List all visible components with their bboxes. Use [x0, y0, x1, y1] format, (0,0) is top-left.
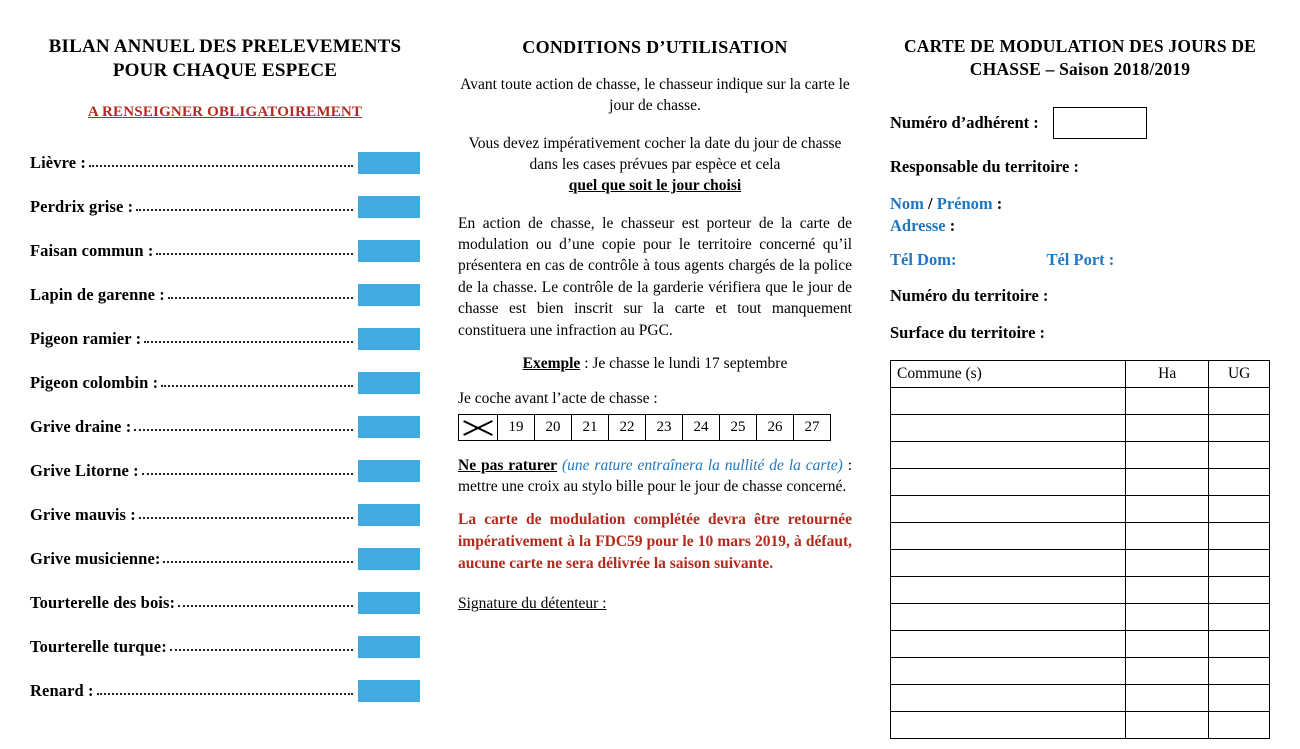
paragraph-indication: Avant toute action de chasse, le chasseur indique sur la carte le jour de chasse. [460, 75, 850, 115]
nom-label: Nom [890, 193, 924, 213]
dot-leader [170, 637, 353, 651]
numero-territoire-label: Numéro du territoire : [890, 285, 1049, 305]
telephone-row [890, 250, 1270, 270]
species-label: Perdrix grise : [30, 196, 134, 216]
commune-cell-ug[interactable] [1209, 495, 1270, 522]
commune-cell-ug[interactable] [1209, 522, 1270, 549]
paragraph-ne-pas-raturer [458, 455, 852, 498]
species-label: Grive Litorne : [30, 460, 139, 480]
commune-cell-ug[interactable] [1209, 603, 1270, 630]
warn-italic: (une rature entraînera la nullité de la carte) [561, 456, 843, 474]
commune-header-ha: Ha [1125, 360, 1208, 387]
commune-cell-name[interactable] [891, 522, 1126, 549]
commune-cell-ug[interactable] [1209, 684, 1270, 711]
species-label: Pigeon colombin : [30, 372, 159, 392]
paragraph-cocher-emphasis: quel que soit le jour choisi [568, 177, 742, 195]
table-row [891, 684, 1270, 711]
table-row [891, 657, 1270, 684]
commune-cell-ha[interactable] [1125, 711, 1208, 738]
commune-cell-ha[interactable] [1125, 522, 1208, 549]
cross-mark-icon [462, 417, 494, 438]
column2-title: CONDITIONS D’UTILISATION [522, 37, 788, 57]
date-cell[interactable]: 21 [572, 414, 609, 440]
commune-cell-name[interactable] [891, 657, 1126, 684]
commune-cell-ug[interactable] [1209, 711, 1270, 738]
date-cell[interactable]: 27 [794, 414, 831, 440]
species-value-box[interactable] [358, 460, 420, 482]
dot-leader [136, 197, 353, 211]
adresse-colon: : [945, 215, 956, 235]
commune-cell-ha[interactable] [1125, 549, 1208, 576]
table-row [891, 630, 1270, 657]
commune-cell-name[interactable] [891, 495, 1126, 522]
species-row [30, 185, 420, 229]
commune-cell-ha[interactable] [1125, 603, 1208, 630]
column1-title: BILAN ANNUEL DES PRELEVEMENTS POUR CHAQUE ESPECE [48, 36, 402, 82]
signature-label: Signature du détenteur : [458, 595, 607, 613]
species-value-box[interactable] [358, 636, 420, 658]
surface-territoire-label: Surface du territoire : [890, 322, 1046, 342]
paragraph-cocher-text: Vous devez impérativement cocher la date du jour de chasse dans les cases prévues par espèce et cela [468, 134, 842, 173]
nom-prenom-row [890, 194, 1270, 214]
table-row [891, 522, 1270, 549]
species-label: Tourterelle des bois: [30, 592, 176, 612]
dot-leader [178, 593, 353, 607]
adresse-row [890, 216, 1270, 236]
column-bilan-annuel [0, 0, 440, 749]
commune-cell-name[interactable] [891, 603, 1126, 630]
commune-header-ug: UG [1209, 360, 1270, 387]
date-cell[interactable]: 22 [609, 414, 646, 440]
species-row [30, 273, 420, 317]
species-value-box[interactable] [358, 240, 420, 262]
tel-port-label: Tél Port : [1046, 249, 1115, 269]
table-row [891, 603, 1270, 630]
commune-cell-ug[interactable] [1209, 549, 1270, 576]
table-row [891, 468, 1270, 495]
species-row [30, 625, 420, 669]
paragraph-action-chasse: En action de chasse, le chasseur est porteur de la carte de modulation ou d’une copie pour le territoire concerné qu’il présentera en cas de contrôle à tous agents chargés de la police de la chasse. Le contrôle de la garderie vérifiera que le jour de chasse est bien inscrit sur la carte et tout manquement constituera une infraction au PGC. [458, 214, 852, 339]
commune-cell-ha[interactable] [1125, 684, 1208, 711]
commune-cell-ha[interactable] [1125, 441, 1208, 468]
date-cell[interactable]: 20 [535, 414, 572, 440]
species-row [30, 537, 420, 581]
adherent-label: Numéro d’adhérent : [890, 112, 1039, 132]
species-label: Tourterelle turque: [30, 636, 167, 656]
table-row [891, 549, 1270, 576]
date-cell-crossed[interactable] [459, 414, 498, 440]
species-label: Lapin de garenne : [30, 284, 165, 304]
commune-cell-name[interactable] [891, 684, 1126, 711]
paragraph-cocher [458, 133, 852, 197]
example-label: Exemple [522, 354, 581, 372]
commune-cell-name[interactable] [891, 441, 1126, 468]
dates-table [458, 414, 831, 441]
species-value-box[interactable] [358, 196, 420, 218]
species-value-box[interactable] [358, 284, 420, 306]
commune-cell-ha[interactable] [1125, 414, 1208, 441]
commune-cell-name[interactable] [891, 630, 1126, 657]
commune-header-name: Commune (s) [891, 360, 1126, 387]
species-value-box[interactable] [358, 372, 420, 394]
commune-cell-name[interactable] [891, 414, 1126, 441]
commune-cell-ug[interactable] [1209, 468, 1270, 495]
species-label: Faisan commun : [30, 240, 154, 260]
species-label: Lièvre : [30, 152, 86, 172]
commune-cell-ha[interactable] [1125, 630, 1208, 657]
species-label: Grive draine : [30, 416, 132, 436]
commune-cell-name[interactable] [891, 468, 1126, 495]
species-value-box[interactable] [358, 152, 420, 174]
commune-cell-ug[interactable] [1209, 414, 1270, 441]
table-row [891, 387, 1270, 414]
coche-instruction: Je coche avant l’acte de chasse : [458, 390, 658, 408]
warn-rest: : mettre une croix au stylo bille pour le jour de chasse concerné. [458, 456, 853, 496]
table-row [891, 711, 1270, 738]
commune-table [890, 360, 1270, 739]
warn-title: Ne pas raturer [458, 456, 558, 474]
adherent-input[interactable] [1053, 107, 1147, 139]
species-label: Pigeon ramier : [30, 328, 142, 348]
dot-leader [139, 505, 353, 519]
species-label: Grive mauvis : [30, 504, 136, 524]
commune-cell-ug[interactable] [1209, 657, 1270, 684]
species-list [30, 141, 420, 713]
prenom-label: Prénom [936, 193, 993, 213]
species-value-box[interactable] [358, 592, 420, 614]
table-row [891, 576, 1270, 603]
commune-cell-name[interactable] [891, 549, 1126, 576]
date-cell[interactable]: 19 [498, 414, 535, 440]
commune-cell-ha[interactable] [1125, 495, 1208, 522]
species-row [30, 449, 420, 493]
commune-cell-ug[interactable] [1209, 441, 1270, 468]
example-line [458, 353, 852, 374]
table-row [891, 495, 1270, 522]
species-row [30, 141, 420, 185]
commune-cell-name[interactable] [891, 711, 1126, 738]
species-value-box[interactable] [358, 680, 420, 702]
adherent-row [890, 107, 1270, 139]
commune-table-header-row [891, 360, 1270, 387]
dot-leader [156, 241, 353, 255]
paragraph-retour-obligatoire: La carte de modulation complétée devra être retournée impérativement à la FDC59 pour le 10 mars 2019, à défaut, aucune carte ne sera délivrée la saison suivante. [458, 511, 852, 573]
date-cell[interactable]: 23 [646, 414, 683, 440]
commune-cell-ha[interactable] [1125, 657, 1208, 684]
dates-row [459, 414, 831, 440]
commune-cell-ug[interactable] [1209, 630, 1270, 657]
commune-cell-ha[interactable] [1125, 468, 1208, 495]
date-cell[interactable]: 24 [683, 414, 720, 440]
column-carte-modulation [870, 0, 1300, 749]
nom-colon: : [992, 193, 1003, 213]
dot-leader [134, 417, 353, 431]
species-label: Renard : [30, 680, 94, 700]
commune-cell-ug[interactable] [1209, 576, 1270, 603]
responsable-label: Responsable du territoire : [890, 156, 1079, 176]
species-row [30, 493, 420, 537]
date-cell[interactable]: 26 [757, 414, 794, 440]
dot-leader [142, 461, 353, 475]
column-conditions-utilisation [440, 0, 870, 749]
species-row [30, 229, 420, 273]
species-value-box[interactable] [358, 416, 420, 438]
dot-leader [97, 681, 353, 695]
species-row [30, 361, 420, 405]
dot-leader [163, 549, 353, 563]
dot-leader [168, 285, 353, 299]
species-row [30, 317, 420, 361]
species-value-box[interactable] [358, 504, 420, 526]
nom-separator: / [923, 193, 937, 213]
dot-leader [89, 153, 353, 167]
table-row [891, 441, 1270, 468]
dot-leader [144, 329, 353, 343]
example-text: : Je chasse le lundi 17 septembre [584, 354, 788, 372]
species-value-box[interactable] [358, 548, 420, 570]
commune-cell-ha[interactable] [1125, 576, 1208, 603]
column1-subtitle: A RENSEIGNER OBLIGATOIREMENT [87, 103, 363, 120]
commune-cell-name[interactable] [891, 576, 1126, 603]
commune-cell-name[interactable] [891, 387, 1126, 414]
tel-dom-label: Tél Dom: [890, 249, 957, 269]
table-row [891, 414, 1270, 441]
dot-leader [161, 373, 353, 387]
adresse-label: Adresse [890, 215, 946, 235]
species-row [30, 405, 420, 449]
species-value-box[interactable] [358, 328, 420, 350]
species-row [30, 669, 420, 713]
commune-cell-ug[interactable] [1209, 387, 1270, 414]
date-cell[interactable]: 25 [720, 414, 757, 440]
commune-cell-ha[interactable] [1125, 387, 1208, 414]
species-label: Grive musicienne: [30, 548, 161, 568]
column3-title: CARTE DE MODULATION DES JOURS DE CHASSE – Saison 2018/2019 [903, 36, 1257, 79]
species-row [30, 581, 420, 625]
